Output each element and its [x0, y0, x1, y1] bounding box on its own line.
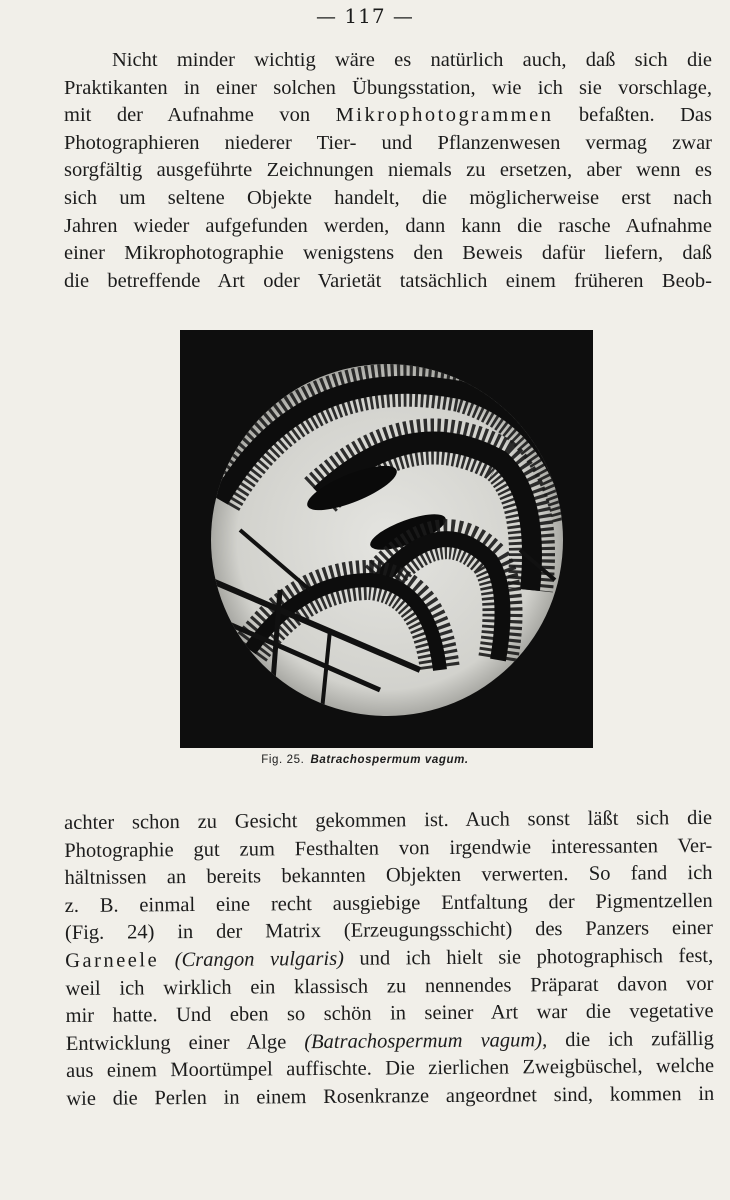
figure-caption: [0, 754, 730, 766]
text-line: Photographieren niederer Tier- und Pflanzenwesen vermag zwar: [64, 131, 712, 154]
micrograph-image: [180, 330, 593, 748]
species-name: (Batrachospermum vagum),: [304, 1028, 548, 1053]
text-segment: Entwicklung einer Alge: [65, 1030, 305, 1055]
text-line: Photographie gut zum Festhalten von irgendwie interessanten Ver-: [64, 834, 713, 862]
text-line: [65, 943, 713, 976]
text-line: Jahren wieder aufgefunden werden, dann kann die rasche Aufnahme: [64, 214, 712, 237]
spaced-term: Mikrophotogrammen: [335, 104, 554, 127]
text-line: (Fig. 24) in der Matrix (Erzeugungsschicht) des Panzers einer: [64, 917, 714, 945]
text-line: weil ich wirklich ein klassisch zu nennendes Präparat davon vor: [65, 972, 714, 1000]
figure-title: Batrachospermum vagum.: [310, 754, 469, 766]
text-segment: Das: [680, 104, 713, 127]
text-line: hältnissen an bereits bekannten Objekten verwerten. So fand ich: [64, 862, 713, 890]
text-segment: befaßten.: [553, 104, 655, 127]
text-line: Praktikanten in einer solchen Übungsstation, wie ich sie vorschlage,: [64, 76, 712, 99]
text-line: sich um seltene Objekte handelt, die möglicherweise erst nach: [64, 186, 712, 209]
spaced-term: Garneele: [65, 949, 160, 972]
text-line: die betreffende Art oder Varietät tatsächlich einem früheren Beob-: [64, 269, 712, 292]
text-line: mir hatte. Und eben so schön in seiner Art war die vegetative: [65, 1000, 714, 1028]
text-segment: mit der Aufnahme von: [64, 104, 336, 127]
text-line: einer Mikrophotographie wenigstens den Beweis dafür liefern, daß: [64, 242, 712, 265]
text-line: wie die Perlen in einem Rosenkranze angeordnet sind, kommen in: [66, 1082, 715, 1110]
text-line: z. B. einmal eine recht ausgiebige Entfaltung der Pigmentzellen: [64, 889, 713, 917]
page-number: — 117 —: [316, 4, 414, 28]
text-line: sorgfältig ausgeführte Zeichnungen niemals zu ersetzen, aber wenn es: [64, 159, 712, 182]
micrograph-figure: [180, 330, 593, 748]
figure-label: Fig. 25.: [261, 754, 305, 766]
text-line: Nicht minder wichtig wäre es natürlich auch, daß sich die: [112, 49, 712, 71]
text-segment: und ich hielt sie photographisch fest,: [359, 944, 714, 970]
text-line: [64, 102, 712, 130]
paragraph-top: [64, 47, 712, 295]
paragraph-bottom: [64, 805, 714, 1114]
species-name: (Crangon vulgaris): [174, 947, 345, 972]
text-line: aus einem Moortümpel auffischte. Die zierlichen Zweigbüschel, welche: [65, 1055, 715, 1083]
text-segment: die ich zufällig: [565, 1027, 714, 1051]
text-line: achter schon zu Gesicht gekommen ist. Auch sonst läßt sich die: [64, 806, 713, 834]
